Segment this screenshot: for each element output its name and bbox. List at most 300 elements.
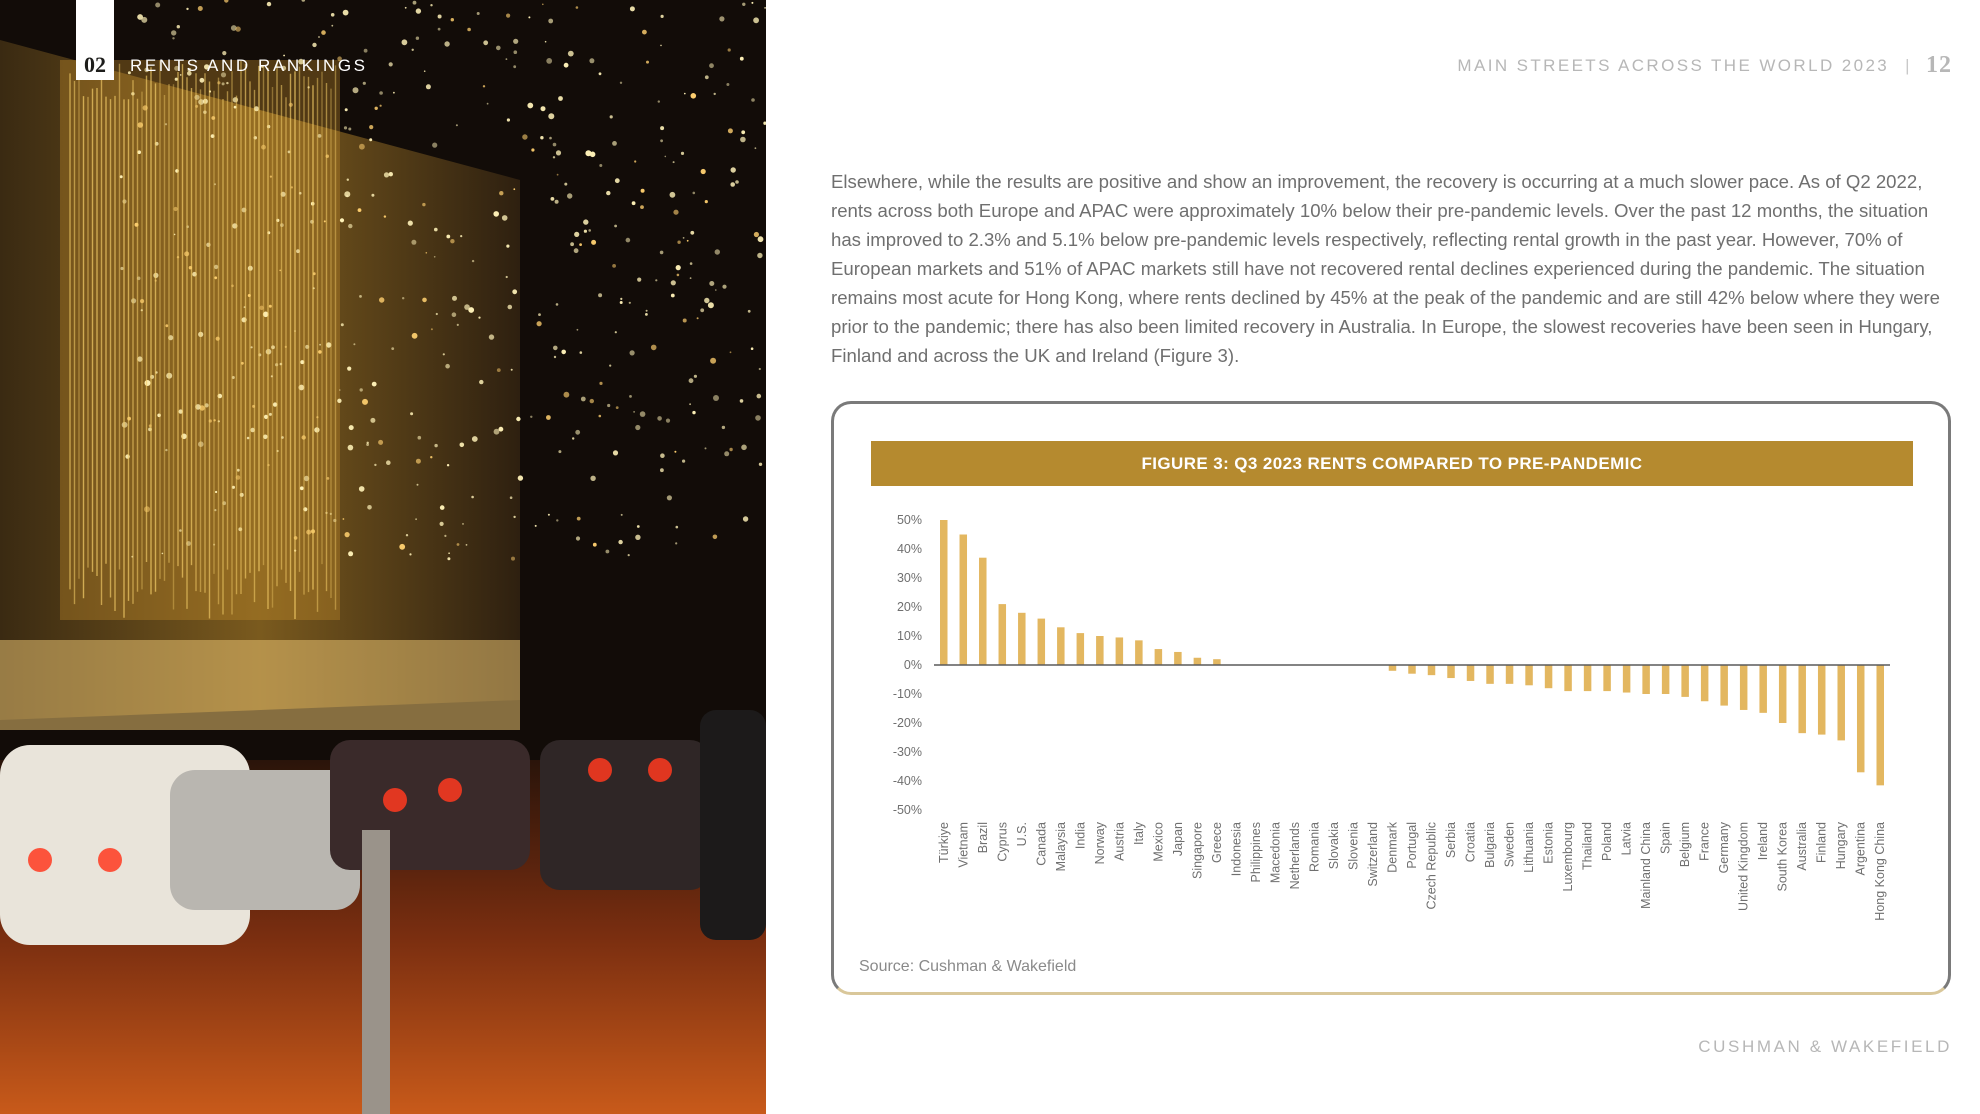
string-light xyxy=(553,143,557,147)
bar xyxy=(1681,665,1689,697)
string-light xyxy=(715,289,717,291)
string-light xyxy=(399,544,405,550)
bar xyxy=(1798,665,1806,733)
string-light xyxy=(548,514,550,516)
string-light xyxy=(418,436,422,440)
string-light xyxy=(251,346,253,348)
x-category-label: Bulgaria xyxy=(1483,822,1498,868)
bar xyxy=(1018,613,1026,665)
string-light xyxy=(689,378,694,383)
string-light xyxy=(434,256,436,258)
string-light xyxy=(489,334,494,339)
string-light xyxy=(657,416,662,421)
string-light xyxy=(612,141,617,146)
string-light xyxy=(416,8,421,13)
string-light xyxy=(417,484,419,486)
string-light xyxy=(531,148,534,151)
string-light xyxy=(451,18,454,21)
x-category-label: Lithuania xyxy=(1522,822,1537,873)
string-light xyxy=(445,364,450,369)
string-light xyxy=(722,285,726,289)
string-light xyxy=(367,505,372,510)
string-light xyxy=(452,296,457,301)
string-light xyxy=(626,238,631,243)
bar xyxy=(1077,633,1085,665)
string-light xyxy=(422,298,427,303)
string-light xyxy=(751,98,755,102)
string-light xyxy=(588,229,591,232)
string-light xyxy=(567,193,572,198)
string-light xyxy=(477,12,480,15)
string-light xyxy=(658,100,660,102)
string-light xyxy=(384,172,389,177)
string-light xyxy=(670,192,676,198)
bar xyxy=(1467,665,1475,681)
x-category-label: Türkiye xyxy=(936,822,951,863)
string-light xyxy=(358,208,362,212)
string-light xyxy=(642,30,647,35)
string-light xyxy=(690,277,692,279)
string-light xyxy=(635,425,640,430)
string-light xyxy=(687,240,689,242)
string-light xyxy=(620,301,623,304)
string-light xyxy=(690,262,693,265)
string-light xyxy=(710,358,716,364)
string-light xyxy=(379,297,384,302)
string-light xyxy=(438,28,441,31)
string-light xyxy=(580,351,583,354)
string-light xyxy=(613,450,618,455)
string-light xyxy=(655,279,657,281)
string-light xyxy=(555,200,559,204)
string-light xyxy=(599,72,602,75)
string-light xyxy=(755,415,761,421)
string-light xyxy=(247,437,250,440)
string-light xyxy=(620,298,622,300)
string-light xyxy=(740,57,744,61)
string-light xyxy=(637,525,640,528)
string-light xyxy=(632,201,636,205)
x-category-label: Brazil xyxy=(975,822,990,854)
x-category-label: Indonesia xyxy=(1229,822,1244,877)
string-light xyxy=(676,265,681,270)
bar xyxy=(940,520,948,665)
x-category-label: Romania xyxy=(1307,822,1322,873)
string-light xyxy=(705,200,708,203)
bar xyxy=(1408,665,1416,674)
x-category-label: Spain xyxy=(1658,822,1673,854)
string-light xyxy=(408,221,413,226)
string-light xyxy=(359,144,365,150)
string-light xyxy=(430,456,432,458)
string-light xyxy=(743,516,748,521)
string-light xyxy=(457,543,460,546)
string-light xyxy=(426,84,431,89)
y-tick-label: 50% xyxy=(896,513,922,527)
string-light xyxy=(579,243,582,246)
string-light xyxy=(393,92,395,94)
string-light xyxy=(347,367,351,371)
string-light xyxy=(466,544,468,546)
string-light xyxy=(675,542,677,544)
string-light xyxy=(402,297,404,299)
y-axis-ticks xyxy=(893,513,922,817)
x-category-label: Greece xyxy=(1209,822,1224,863)
string-light xyxy=(347,179,349,181)
string-light xyxy=(319,344,321,346)
string-light xyxy=(553,156,555,158)
bar xyxy=(1447,665,1455,678)
x-category-label: Switzerland xyxy=(1365,822,1380,887)
string-light xyxy=(683,237,685,239)
y-tick-label: 30% xyxy=(896,571,922,585)
string-light xyxy=(380,105,382,107)
string-light xyxy=(759,368,761,370)
x-category-label: Belgium xyxy=(1678,822,1693,868)
x-category-label: U.S. xyxy=(1014,822,1029,847)
section-number-tab xyxy=(76,0,114,80)
string-light xyxy=(590,399,594,403)
x-category-label: France xyxy=(1697,822,1712,861)
x-category-label: Cyprus xyxy=(995,822,1010,862)
bar xyxy=(1779,665,1787,723)
string-light xyxy=(660,251,664,255)
string-light xyxy=(692,411,695,414)
string-light xyxy=(577,329,579,331)
string-light xyxy=(570,242,574,246)
bar xyxy=(1818,665,1826,735)
x-category-label: Vietnam xyxy=(956,822,971,868)
body-paragraph: Elsewhere, while the results are positive and show an improvement, the recovery is occurring at a much slower pace. As of Q2 2022, rents across both Europe and APAC were approximately 10% below their pre-pandemic levels. Over the past 12 months, the situation has improved to 2.3% and 5.1% below pre-pandemic levels respectively, reflecting rental growth in the past year. However, 70% of European markets and 51% of APAC markets still have not recovered rental declines experienced during the pandemic. The situation remains most acute for Hong Kong, where rents declined by 45% at the peak of the pandemic and are still 42% below where they were prior to the pandemic; there has also been limited recovery in Australia. In Europe, the slowest recoveries have been seen in Hungary, Finland and across the UK and Ireland (Figure 3). xyxy=(831,171,1941,366)
string-light xyxy=(755,147,757,149)
bar xyxy=(960,535,968,666)
string-light xyxy=(528,16,530,18)
x-category-label: Netherlands xyxy=(1287,822,1302,890)
string-light xyxy=(514,50,518,54)
string-light xyxy=(681,152,684,155)
string-light xyxy=(510,496,513,499)
bar xyxy=(1603,665,1611,691)
string-light xyxy=(548,113,554,119)
bar xyxy=(979,558,987,665)
string-light xyxy=(165,324,168,327)
bar xyxy=(1155,649,1163,665)
string-light xyxy=(162,553,164,555)
x-category-label: Italy xyxy=(1131,822,1146,845)
string-light xyxy=(697,317,699,319)
string-light xyxy=(645,313,648,316)
string-light xyxy=(412,49,414,51)
string-light xyxy=(499,427,504,432)
string-light xyxy=(452,312,457,317)
bar xyxy=(1428,665,1436,675)
string-light xyxy=(572,437,574,439)
header-separator: | xyxy=(1905,55,1912,75)
string-light xyxy=(740,137,746,143)
string-light xyxy=(226,82,228,84)
string-light xyxy=(406,534,408,536)
string-light xyxy=(704,298,709,303)
string-light xyxy=(438,15,442,19)
page-number: 12 xyxy=(1926,52,1952,78)
string-light xyxy=(165,123,167,125)
string-light xyxy=(590,476,595,481)
y-tick-label: -50% xyxy=(892,803,922,817)
string-light xyxy=(348,128,351,131)
string-light xyxy=(440,505,445,510)
string-light xyxy=(713,395,719,401)
string-light xyxy=(700,308,704,312)
string-light xyxy=(674,451,676,453)
string-light xyxy=(731,167,736,172)
string-light xyxy=(684,93,686,95)
string-light xyxy=(646,61,649,64)
x-category-label: Australia xyxy=(1795,822,1810,871)
string-light xyxy=(353,343,355,345)
string-light xyxy=(581,397,586,402)
string-light xyxy=(511,369,513,371)
bar xyxy=(1623,665,1631,693)
string-light xyxy=(635,535,640,540)
string-light xyxy=(740,399,744,403)
string-light xyxy=(575,430,580,435)
x-category-label: Macedonia xyxy=(1268,822,1283,884)
string-light xyxy=(353,87,359,93)
string-light xyxy=(726,83,729,86)
string-light xyxy=(614,225,617,228)
section-title: RENTS AND RANKINGS xyxy=(130,56,368,75)
x-category-label: United Kingdom xyxy=(1736,822,1751,911)
string-light xyxy=(483,85,485,87)
string-light xyxy=(411,240,416,245)
string-light xyxy=(694,375,697,378)
string-light xyxy=(522,134,527,139)
string-light xyxy=(145,380,151,386)
string-light xyxy=(598,293,602,297)
bar xyxy=(1525,665,1533,685)
string-light xyxy=(344,191,350,197)
figure-title: FIGURE 3: Q3 2023 RENTS COMPARED TO PRE-PANDEMIC xyxy=(1141,453,1643,473)
string-light xyxy=(558,450,561,453)
x-category-label: Malaysia xyxy=(1053,822,1068,872)
string-light xyxy=(487,103,489,105)
string-light xyxy=(585,150,591,156)
string-light xyxy=(671,280,676,285)
string-light xyxy=(633,411,635,413)
bar xyxy=(1116,637,1124,665)
string-light xyxy=(215,491,217,493)
string-light xyxy=(341,323,344,326)
string-light xyxy=(483,40,488,45)
string-light xyxy=(754,232,759,237)
string-light xyxy=(424,70,426,72)
string-light xyxy=(690,231,694,235)
bar xyxy=(1857,665,1865,772)
string-light xyxy=(606,550,610,554)
string-light xyxy=(502,215,508,221)
string-light xyxy=(349,425,354,430)
string-light xyxy=(701,169,706,174)
string-light xyxy=(584,230,587,233)
string-light xyxy=(518,475,523,480)
string-light xyxy=(589,58,594,63)
x-category-label: Hong Kong China xyxy=(1873,822,1888,921)
string-light xyxy=(472,260,474,262)
y-tick-label: 20% xyxy=(896,600,922,614)
string-light xyxy=(615,331,617,333)
string-light xyxy=(412,333,418,339)
string-light xyxy=(348,551,353,556)
string-light xyxy=(269,305,272,308)
y-tick-label: 0% xyxy=(903,658,922,672)
string-light xyxy=(741,445,747,451)
string-light xyxy=(556,519,558,521)
string-light xyxy=(179,529,182,532)
string-light xyxy=(410,412,413,415)
string-light xyxy=(479,380,483,384)
string-light xyxy=(415,518,417,520)
x-category-label: Croatia xyxy=(1463,822,1478,863)
bar xyxy=(1194,658,1202,665)
string-light xyxy=(384,215,386,217)
string-light xyxy=(462,523,464,525)
string-light xyxy=(270,176,272,178)
string-light xyxy=(472,436,478,442)
string-light xyxy=(612,264,616,268)
string-light xyxy=(673,210,678,215)
string-light xyxy=(545,41,547,43)
string-light xyxy=(641,189,645,193)
x-category-label: Denmark xyxy=(1385,822,1400,873)
figure-title-banner xyxy=(871,441,1913,486)
string-light xyxy=(609,365,611,367)
string-light xyxy=(705,447,707,449)
string-light xyxy=(629,395,632,398)
string-light xyxy=(548,19,553,24)
string-light xyxy=(730,182,735,187)
bar xyxy=(1837,665,1845,740)
string-light xyxy=(431,328,433,330)
section-number: 02 xyxy=(84,52,106,77)
string-light xyxy=(340,218,344,222)
x-category-label: Austria xyxy=(1112,822,1127,861)
string-light xyxy=(630,6,635,11)
bar xyxy=(1642,665,1650,694)
string-light xyxy=(345,532,350,537)
string-light xyxy=(646,310,648,312)
string-light xyxy=(448,552,450,554)
string-light xyxy=(735,180,739,184)
string-light xyxy=(343,518,345,520)
bar-chart xyxy=(870,500,1910,950)
string-light xyxy=(165,449,167,451)
x-axis-labels xyxy=(937,821,1887,920)
string-light xyxy=(758,236,764,242)
string-light xyxy=(379,91,383,95)
string-light xyxy=(561,350,566,355)
x-category-label: Slovakia xyxy=(1326,822,1341,870)
string-light xyxy=(557,174,559,176)
string-light xyxy=(757,394,762,399)
string-light xyxy=(556,303,559,306)
y-tick-label: -40% xyxy=(892,774,922,788)
string-light xyxy=(478,317,480,319)
x-category-label: Norway xyxy=(1092,822,1107,865)
x-category-label: Luxembourg xyxy=(1561,822,1576,892)
x-category-label: Finland xyxy=(1814,822,1829,863)
string-light xyxy=(508,305,513,310)
string-light xyxy=(494,429,500,435)
string-light xyxy=(540,136,543,139)
string-light xyxy=(440,522,444,526)
string-light xyxy=(666,419,670,423)
string-light xyxy=(237,469,240,472)
string-light xyxy=(741,130,745,134)
string-light xyxy=(362,399,368,405)
string-light xyxy=(705,75,709,79)
string-light xyxy=(728,48,731,51)
bar xyxy=(1057,627,1065,665)
string-light xyxy=(730,351,732,353)
string-light xyxy=(497,368,501,372)
bar xyxy=(1096,636,1104,665)
string-light xyxy=(546,58,552,64)
string-light xyxy=(564,183,567,186)
string-light xyxy=(516,417,520,421)
string-light xyxy=(457,324,459,326)
string-light xyxy=(468,307,474,313)
bar xyxy=(1038,619,1046,665)
x-category-label: Germany xyxy=(1717,822,1732,874)
x-category-label: Latvia xyxy=(1619,822,1634,856)
bar xyxy=(1701,665,1709,701)
bar xyxy=(1135,640,1143,665)
report-header xyxy=(1457,52,1952,79)
string-light xyxy=(496,46,501,51)
string-light xyxy=(693,192,696,195)
string-light xyxy=(506,58,508,60)
string-light xyxy=(713,535,718,540)
bar xyxy=(1564,665,1572,691)
string-light xyxy=(344,126,347,129)
string-light xyxy=(660,453,665,458)
string-light xyxy=(447,464,449,466)
string-light xyxy=(538,313,541,316)
x-category-label: Mainland China xyxy=(1639,822,1654,909)
string-light xyxy=(513,39,518,44)
string-light xyxy=(753,17,759,23)
bar xyxy=(1759,665,1767,713)
string-light xyxy=(593,543,597,547)
string-light xyxy=(599,415,602,418)
string-light xyxy=(583,219,588,224)
string-light xyxy=(214,276,217,279)
string-light xyxy=(558,96,563,101)
y-tick-label: -20% xyxy=(892,716,922,730)
string-light xyxy=(409,553,411,555)
string-light xyxy=(665,156,667,158)
string-light xyxy=(660,139,663,142)
string-light xyxy=(386,460,391,465)
x-category-label: Sweden xyxy=(1502,822,1517,868)
string-light xyxy=(511,557,515,561)
string-light xyxy=(724,451,729,456)
string-light xyxy=(677,241,680,244)
bar xyxy=(1740,665,1748,710)
string-light xyxy=(673,161,675,163)
string-light xyxy=(751,2,753,4)
string-light xyxy=(450,239,454,243)
